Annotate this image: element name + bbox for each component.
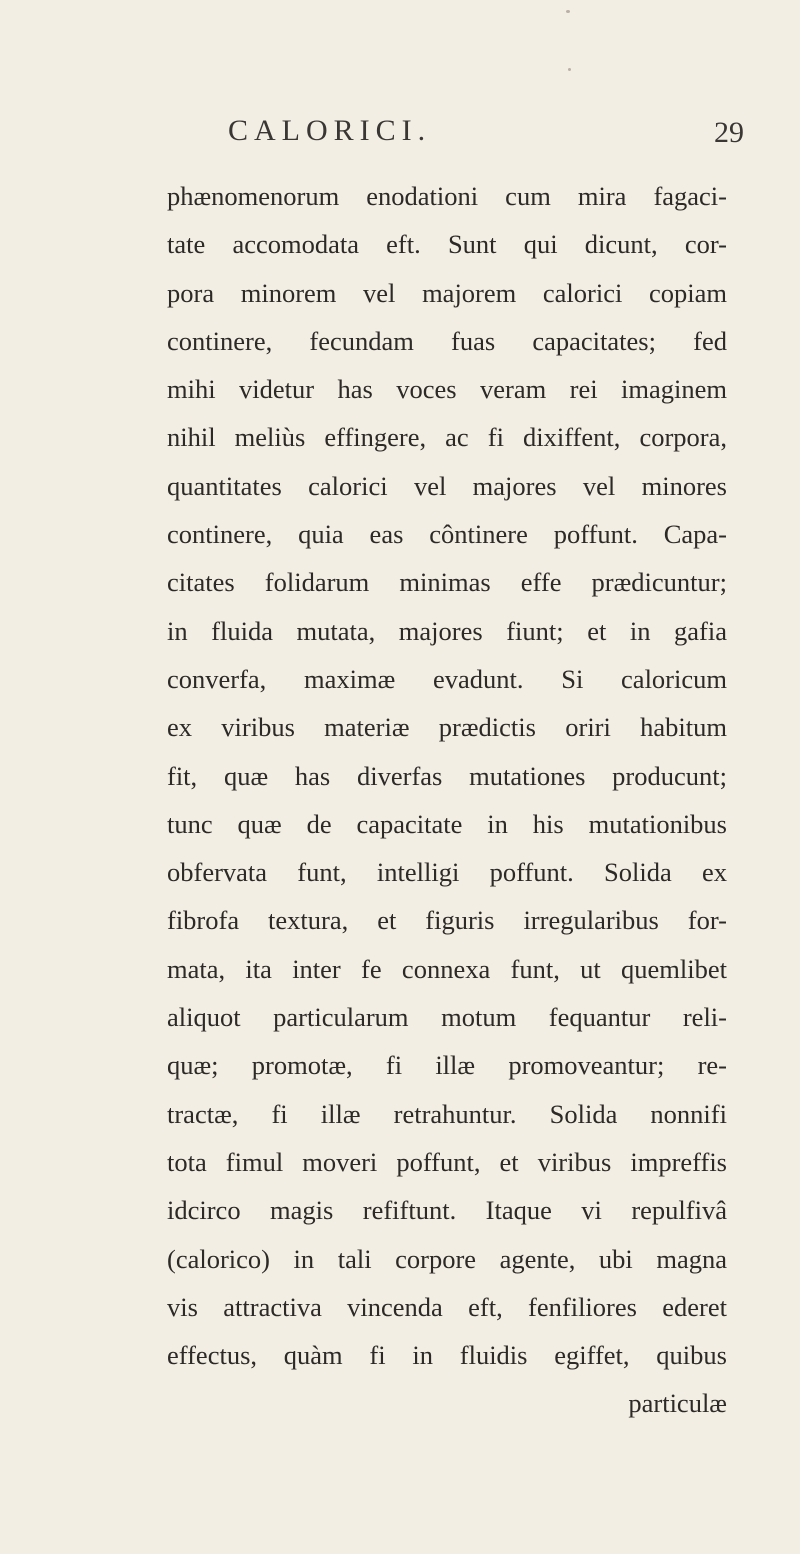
text-line: mata, ita inter fe connexa funt, ut quemlibet xyxy=(167,953,727,984)
text-line: obfervata funt, intelligi poffunt. Solida ex xyxy=(167,857,727,888)
text-line: fibrofa textura, et figuris irregularibus for- xyxy=(167,905,727,936)
catchword: particulæ xyxy=(628,1388,727,1419)
text-line: tunc quæ de capacitate in his mutationibus xyxy=(167,808,727,839)
text-line: (calorico) in tali corpore agente, ubi magna xyxy=(167,1243,727,1274)
text-line: vis attractiva vincenda eft, fenfiliores ederet xyxy=(167,1291,727,1322)
paper-speck xyxy=(568,68,571,71)
text-line: idcirco magis refiftunt. Itaque vi repulfivâ xyxy=(167,1195,727,1226)
paper-speck xyxy=(566,10,570,13)
text-line: converfa, maximæ evadunt. Si caloricum xyxy=(167,663,727,694)
text-line: quæ; promotæ, fi illæ promoveantur; re- xyxy=(167,1050,727,1081)
text-line: aliquot particularum motum fequantur reli- xyxy=(167,1002,727,1033)
text-line: nihil meliùs effingere, ac fi dixiffent, corpora, xyxy=(167,422,727,453)
text-line: tota fimul moveri poffunt, et viribus impreffis xyxy=(167,1146,727,1177)
text-line: fit, quæ has diverfas mutationes producunt; xyxy=(167,760,727,791)
running-title: CALORICI. xyxy=(228,114,432,147)
text-line: mihi videtur has voces veram rei imaginem xyxy=(167,374,727,405)
text-line: tate accomodata eft. Sunt qui dicunt, cor- xyxy=(167,229,727,260)
text-line: tractæ, fi illæ retrahuntur. Solida nonnifi xyxy=(167,1098,727,1129)
text-line: citates folidarum minimas effe prædicuntur; xyxy=(167,567,727,598)
page-number: 29 xyxy=(714,116,744,149)
text-line: phænomenorum enodationi cum mira fagaci- xyxy=(167,181,727,211)
text-line: quantitates calorici vel majores vel minores xyxy=(167,470,727,501)
catchword-line xyxy=(167,1379,727,1427)
text-line: in fluida mutata, majores fiunt; et in gafia xyxy=(167,615,727,646)
text-line: continere, fecundam fuas capacitates; fed xyxy=(167,325,727,356)
text-line: effectus, quàm fi in fluidis egiffet, quibus xyxy=(167,1340,727,1371)
body-text xyxy=(167,172,727,1428)
text-line: ex viribus materiæ prædictis oriri habitum xyxy=(167,712,727,743)
page-header xyxy=(0,114,800,154)
text-line: pora minorem vel majorem calorici copiam xyxy=(167,277,727,308)
text-line: continere, quia eas côntinere poffunt. Capa- xyxy=(167,519,727,550)
